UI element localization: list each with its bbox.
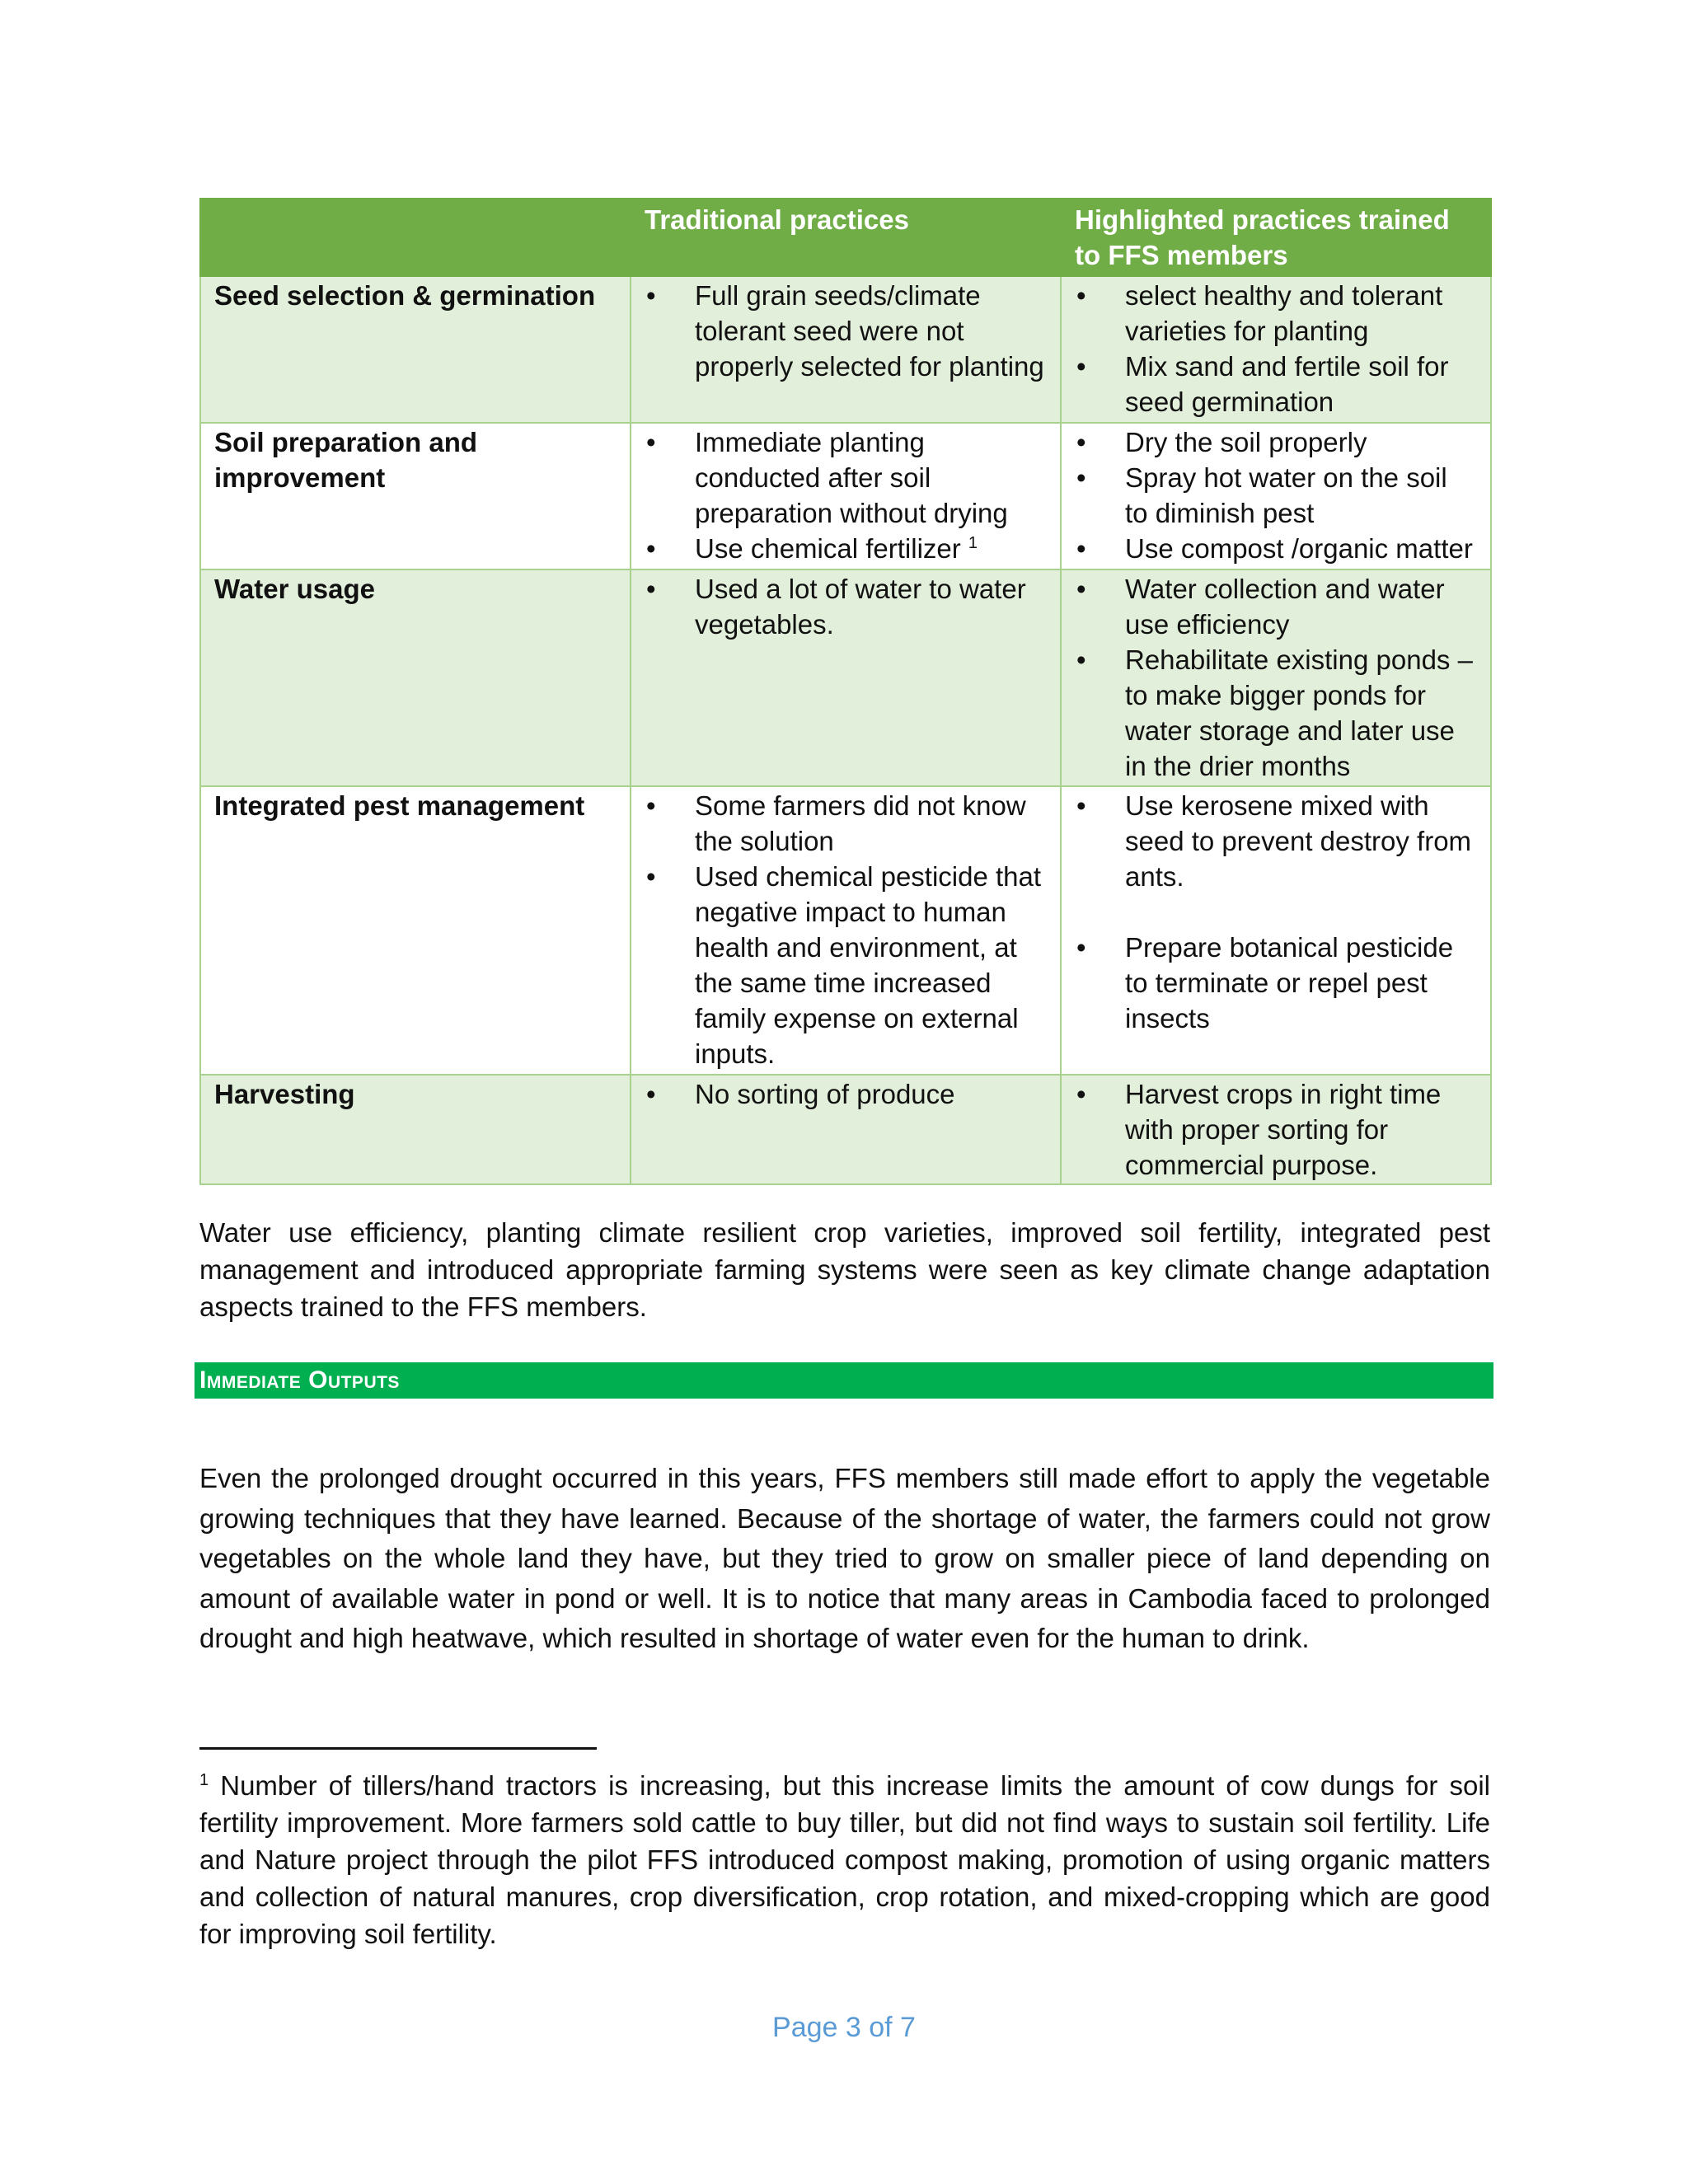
table-row [200,786,1491,1075]
header-highlighted: Highlighted practices trained to FFS members [1061,199,1491,276]
row-category: Harvesting [200,1075,631,1184]
traditional-cell [631,786,1061,1075]
table-row [200,276,1491,423]
list-item: • Use compost /organic matter [1075,531,1477,566]
list-item: • Full grain seeds/climate tolerant seed were not properly selected for planting [645,278,1047,384]
highlighted-cell [1061,1075,1491,1184]
list-item: • Rehabilitate existing ponds – to make bigger ponds for water storage and later use in the drier months [1075,642,1477,784]
list-item-text: Use chemical fertilizer [695,533,961,564]
footnote-marker: 1 [199,1771,209,1789]
traditional-cell [631,569,1061,786]
outputs-paragraph: Even the prolonged drought occurred in this years, FFS members still made effort to apply the vegetable growing techniques that they have learned. Because of the shortage of water, the farmers could not grow vegetables on the whole land they have, but they tried to grow on smaller piece of land depending on amount of available water in pond or well. It is to notice that many areas in Cambodia faced to prolonged drought and high heatwave, which resulted in shortage of water even for the human to drink. [199,1463,1490,1653]
practices-table [199,198,1492,1185]
row-category: Soil preparation and improvement [200,423,631,569]
footnote [199,1767,1490,1952]
header-category [200,199,631,276]
table-row [200,1075,1491,1184]
table-row [200,423,1491,569]
highlighted-cell [1061,569,1491,786]
row-category: Seed selection & germination [200,276,631,423]
highlighted-cell [1061,276,1491,423]
list-item: • select healthy and tolerant varieties for planting [1075,278,1477,349]
highlighted-cell [1061,786,1491,1075]
table-row [200,569,1491,786]
footnote-reference[interactable]: 1 [968,534,978,552]
row-category: Water usage [200,569,631,786]
list-item: • Dry the soil properly [1075,424,1477,460]
list-item: • Spray hot water on the soil to diminish pest [1075,460,1477,531]
list-item: • Some farmers did not know the solution [645,788,1047,859]
list-item: • No sorting of produce [645,1076,1047,1112]
list-item-with-footnote [645,531,1047,566]
highlighted-cell [1061,423,1491,569]
list-item: • Immediate planting conducted after soil preparation without drying [645,424,1047,531]
section-heading: Immediate Outputs [199,1366,400,1394]
list-item: • Used chemical pesticide that negative impact to human health and environment, at the same time increased family expense on external inputs. [645,859,1047,1071]
traditional-cell [631,1075,1061,1184]
list-item: • Use kerosene mixed with seed to prevent destroy from ants. [1075,788,1477,894]
footnote-separator [199,1747,597,1750]
section-heading-bar [195,1362,1493,1399]
header-traditional: Traditional practices [631,199,1061,276]
list-item: • Mix sand and fertile soil for seed germination [1075,349,1477,419]
row-category: Integrated pest management [200,786,631,1075]
traditional-cell [631,276,1061,423]
page-number: Page 3 of 7 [772,2012,916,2043]
list-item: • Used a lot of water to water vegetables. [645,571,1047,642]
traditional-cell [631,423,1061,569]
footnote-text: Number of tillers/hand tractors is increasing, but this increase limits the amount of cow dungs for soil fertility improvement. More farmers sold cattle to buy tiller, but did not find ways to sustain soil fertility. Life and Nature project through the pilot FFS introduced compost making, promotion of using organic matters and collection of natural manures, crop diversification, crop rotation, and mixed-cropping which are good for improving soil fertility. [199,1770,1490,1949]
list-item: • Water collection and water use efficiency [1075,571,1477,642]
list-item: • Harvest crops in right time with proper sorting for commercial purpose. [1075,1076,1477,1183]
summary-paragraph: Water use efficiency, planting climate resilient crop varieties, improved soil fertility, integrated pest management and introduced appropriate farming systems were seen as key climate change adaptation aspects trained to the FFS members. [199,1217,1490,1322]
table-header-row [200,199,1491,276]
list-item: • Prepare botanical pesticide to terminate or repel pest insects [1075,930,1477,1036]
